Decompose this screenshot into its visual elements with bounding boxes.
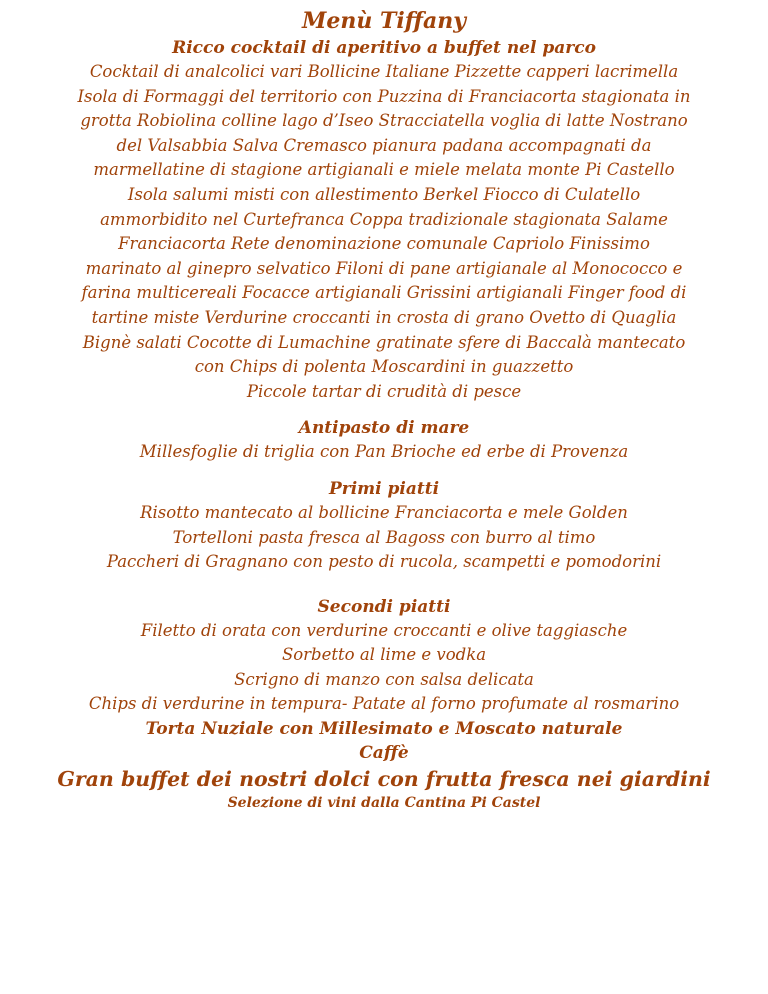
menu-line: tartine miste Verdurine croccanti in crosta di grano Ovetto di Quaglia [91, 307, 677, 327]
menu-line: Risotto mantecato al bollicine Franciacorta e mele Golden [140, 502, 628, 522]
menu-line: Scrigno di manzo con salsa delicata [234, 669, 534, 689]
aperitivo-section [40, 60, 728, 404]
aperitivo-heading: Ricco cocktail di aperitivo a buffet nel parco [172, 38, 596, 58]
menu-line: grotta Robiolina colline lago d’Iseo Stracciatella voglia di latte Nostrano [80, 111, 688, 131]
dolci-line: Gran buffet dei nostri dolci con frutta fresca nei giardini [57, 767, 711, 792]
menu-line: Millesfoglie di triglia con Pan Brioche ed erbe di Provenza [139, 442, 629, 462]
menu-line: marmellatine di stagione artigianali e miele melata monte Pi Castello [93, 160, 675, 180]
caffe-line: Caffè [359, 743, 409, 764]
antipasto-heading: Antipasto di mare [298, 418, 470, 439]
menu-line: Filetto di orata con verdurine croccanti e olive taggiasche [140, 620, 628, 640]
menu-title: Menù Tiffany [302, 8, 466, 34]
menu-line: Piccole tartar di crudità di pesce [246, 381, 522, 401]
menu-line: ammorbidito nel Curtefranca Coppa tradizionale stagionata Salame [100, 209, 668, 229]
menu-line: Isola salumi misti con allestimento Berkel Fiocco di Culatello [127, 184, 641, 204]
menu-line: Chips di verdurine in tempura- Patate al forno profumate al rosmarino [88, 694, 680, 714]
menu-line: Isola di Formaggi del territorio con Puzzina di Franciacorta stagionata in [77, 86, 691, 106]
primi-section [40, 501, 728, 575]
menu-line: del Valsabbia Salva Cremasco pianura padana accompagnati da [116, 135, 652, 155]
menu-line: Tortelloni pasta fresca al Bagoss con burro al timo [172, 527, 596, 547]
wedding-menu [40, 6, 728, 813]
spacer [40, 465, 728, 477]
menu-line: Franciacorta Rete denominazione comunale Capriolo Finissimo [118, 234, 650, 254]
menu-line: marinato al ginepro selvatico Filoni di pane artigianale al Monococco e [85, 258, 683, 278]
menu-line: Bignè salati Cocotte di Lumachine gratinate sfere di Baccalà mantecato [82, 332, 686, 352]
spacer [40, 575, 728, 595]
primi-heading: Primi piatti [328, 478, 440, 499]
antipasto-section [40, 440, 728, 465]
menu-line: Sorbetto al lime e vodka [281, 645, 487, 665]
spacer [40, 404, 728, 416]
secondi-section [40, 619, 728, 717]
torta-line: Torta Nuziale con Millesimato e Moscato naturale [145, 719, 623, 740]
menu-line: con Chips di polenta Moscardini in guazzetto [194, 357, 574, 377]
secondi-heading: Secondi piatti [317, 596, 451, 617]
vini-line: Selezione di vini dalla Cantina Pi Castel [227, 795, 541, 812]
menu-line: farina multicereali Focacce artigianali Grissini artigianali Finger food di [81, 283, 687, 303]
menu-line: Paccheri di Gragnano con pesto di rucola, scampetti e pomodorini [106, 552, 662, 572]
menu-line: Cocktail di analcolici vari Bollicine Italiane Pizzette capperi lacrimella [89, 62, 679, 81]
